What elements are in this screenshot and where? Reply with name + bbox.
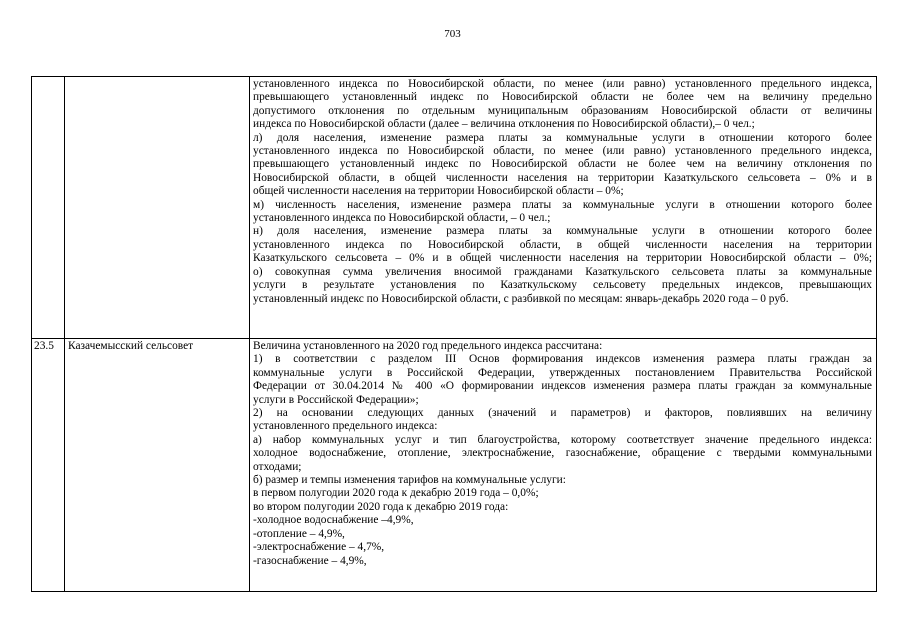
text-line: отходами;	[253, 460, 302, 473]
text-line: -электроснабжение – 4,7%,	[253, 541, 385, 554]
text-line: превышающего установленный индекс по Новосибирской области не более чем на величину предельно	[253, 91, 872, 104]
text-line: Казаткульского сельсовета – 0% и в общей численности населения на территории Новосибирской области – 0%;	[253, 252, 872, 265]
text-line: индекса по Новосибирской области (далее – величина отклонения по Новосибирской области),– 0 чел.;	[253, 118, 755, 131]
text-line: о) совокупная сумма увеличения вносимой гражданами Казаткульского сельсовета платы за коммунальные	[253, 265, 872, 278]
table-row	[32, 77, 877, 339]
text-line: л) доля населения, изменение размера платы за коммунальные услуги в отношении которого более	[253, 131, 872, 144]
table-row	[32, 339, 877, 592]
text-line: установленного индекса по Новосибирской области, по менее (или равно) установленного предельного индекса,	[253, 78, 872, 90]
text-line: коммунальные услуги в Российской Федерации, утвержденных постановлением Правительства Российской	[253, 366, 872, 379]
text-line: -отопление – 4,9%,	[253, 527, 345, 540]
municipality-name-cell: Казачемысский сельсовет	[65, 339, 250, 592]
text-line: установленного предельного индекса:	[253, 420, 438, 433]
text-line: -холодное водоснабжение –4,9%,	[253, 514, 414, 527]
text-line: установленный индекс по Новосибирской области, с разбивкой по месяцам: январь-декабрь 2020 года – 0 руб.	[253, 292, 789, 305]
text-line: услуги в Российской Федерации»;	[253, 393, 419, 406]
text-line: н) доля населения, изменение размера платы за коммунальные услуги в отношении которого более	[253, 225, 872, 238]
text-line: общей численности населения на территории Новосибирской области – 0%;	[253, 185, 624, 198]
description-cell	[250, 77, 877, 339]
text-line: холодное водоснабжение, отопление, электроснабжение, газоснабжение, обращение с твердыми коммунальными	[253, 447, 872, 460]
text-line: в первом полугодии 2020 года к декабрю 2019 года – 0,0%;	[253, 487, 539, 500]
row-number-cell: 23.5	[32, 339, 65, 592]
text-line: 1) в соответствии с разделом III Основ формирования индексов изменения размера платы граждан за	[253, 353, 872, 366]
text-line: Федерации от 30.04.2014 № 400 «О формировании индексов изменения размера платы граждан за коммунальные	[253, 380, 872, 393]
text-line: превышающего установленный индекс по Новосибирской области не более чем на величину отклонения по	[253, 158, 872, 171]
text-line: допустимого отклонения по отдельным муниципальным образованиям Новосибирской области от величины	[253, 104, 872, 117]
row-number-cell	[32, 77, 65, 339]
text-line: Новосибирской области, в общей численности населения на территории Казаткульского сельсовета – 0% и в	[253, 171, 872, 184]
description-cell	[250, 339, 877, 592]
text-line: во втором полугодии 2020 года к декабрю 2019 года:	[253, 500, 509, 513]
text-line: а) набор коммунальных услуг и тип благоустройства, которому соответствует значение предельного индекса:	[253, 433, 872, 446]
text-line: м) численность населения, изменение размера платы за коммунальные услуги в отношении которого более	[253, 198, 872, 211]
text-line: -газоснабжение – 4,9%,	[253, 554, 367, 567]
document-table	[31, 76, 877, 592]
text-line: установленного индекса по Новосибирской области, в общей численности населения на территории	[253, 238, 872, 251]
text-line: 2) на основании следующих данных (значений и параметров) и факторов, повлиявших на величину	[253, 407, 872, 420]
text-line: установленного индекса по Новосибирской области, – 0 чел.;	[253, 212, 551, 225]
text-line: установленного индекса по Новосибирской области, по менее (или равно) установленного предельного индекса,	[253, 145, 872, 158]
text-line: услуги в результате установления по Казаткульскому сельсовету предельных индексов, превышающих	[253, 279, 872, 292]
page-number: 703	[444, 28, 461, 40]
municipality-name-cell	[65, 77, 250, 339]
text-line: Величина установленного на 2020 год предельного индекса рассчитана:	[253, 340, 603, 352]
text-line: б) размер и темпы изменения тарифов на коммунальные услуги:	[253, 474, 566, 487]
